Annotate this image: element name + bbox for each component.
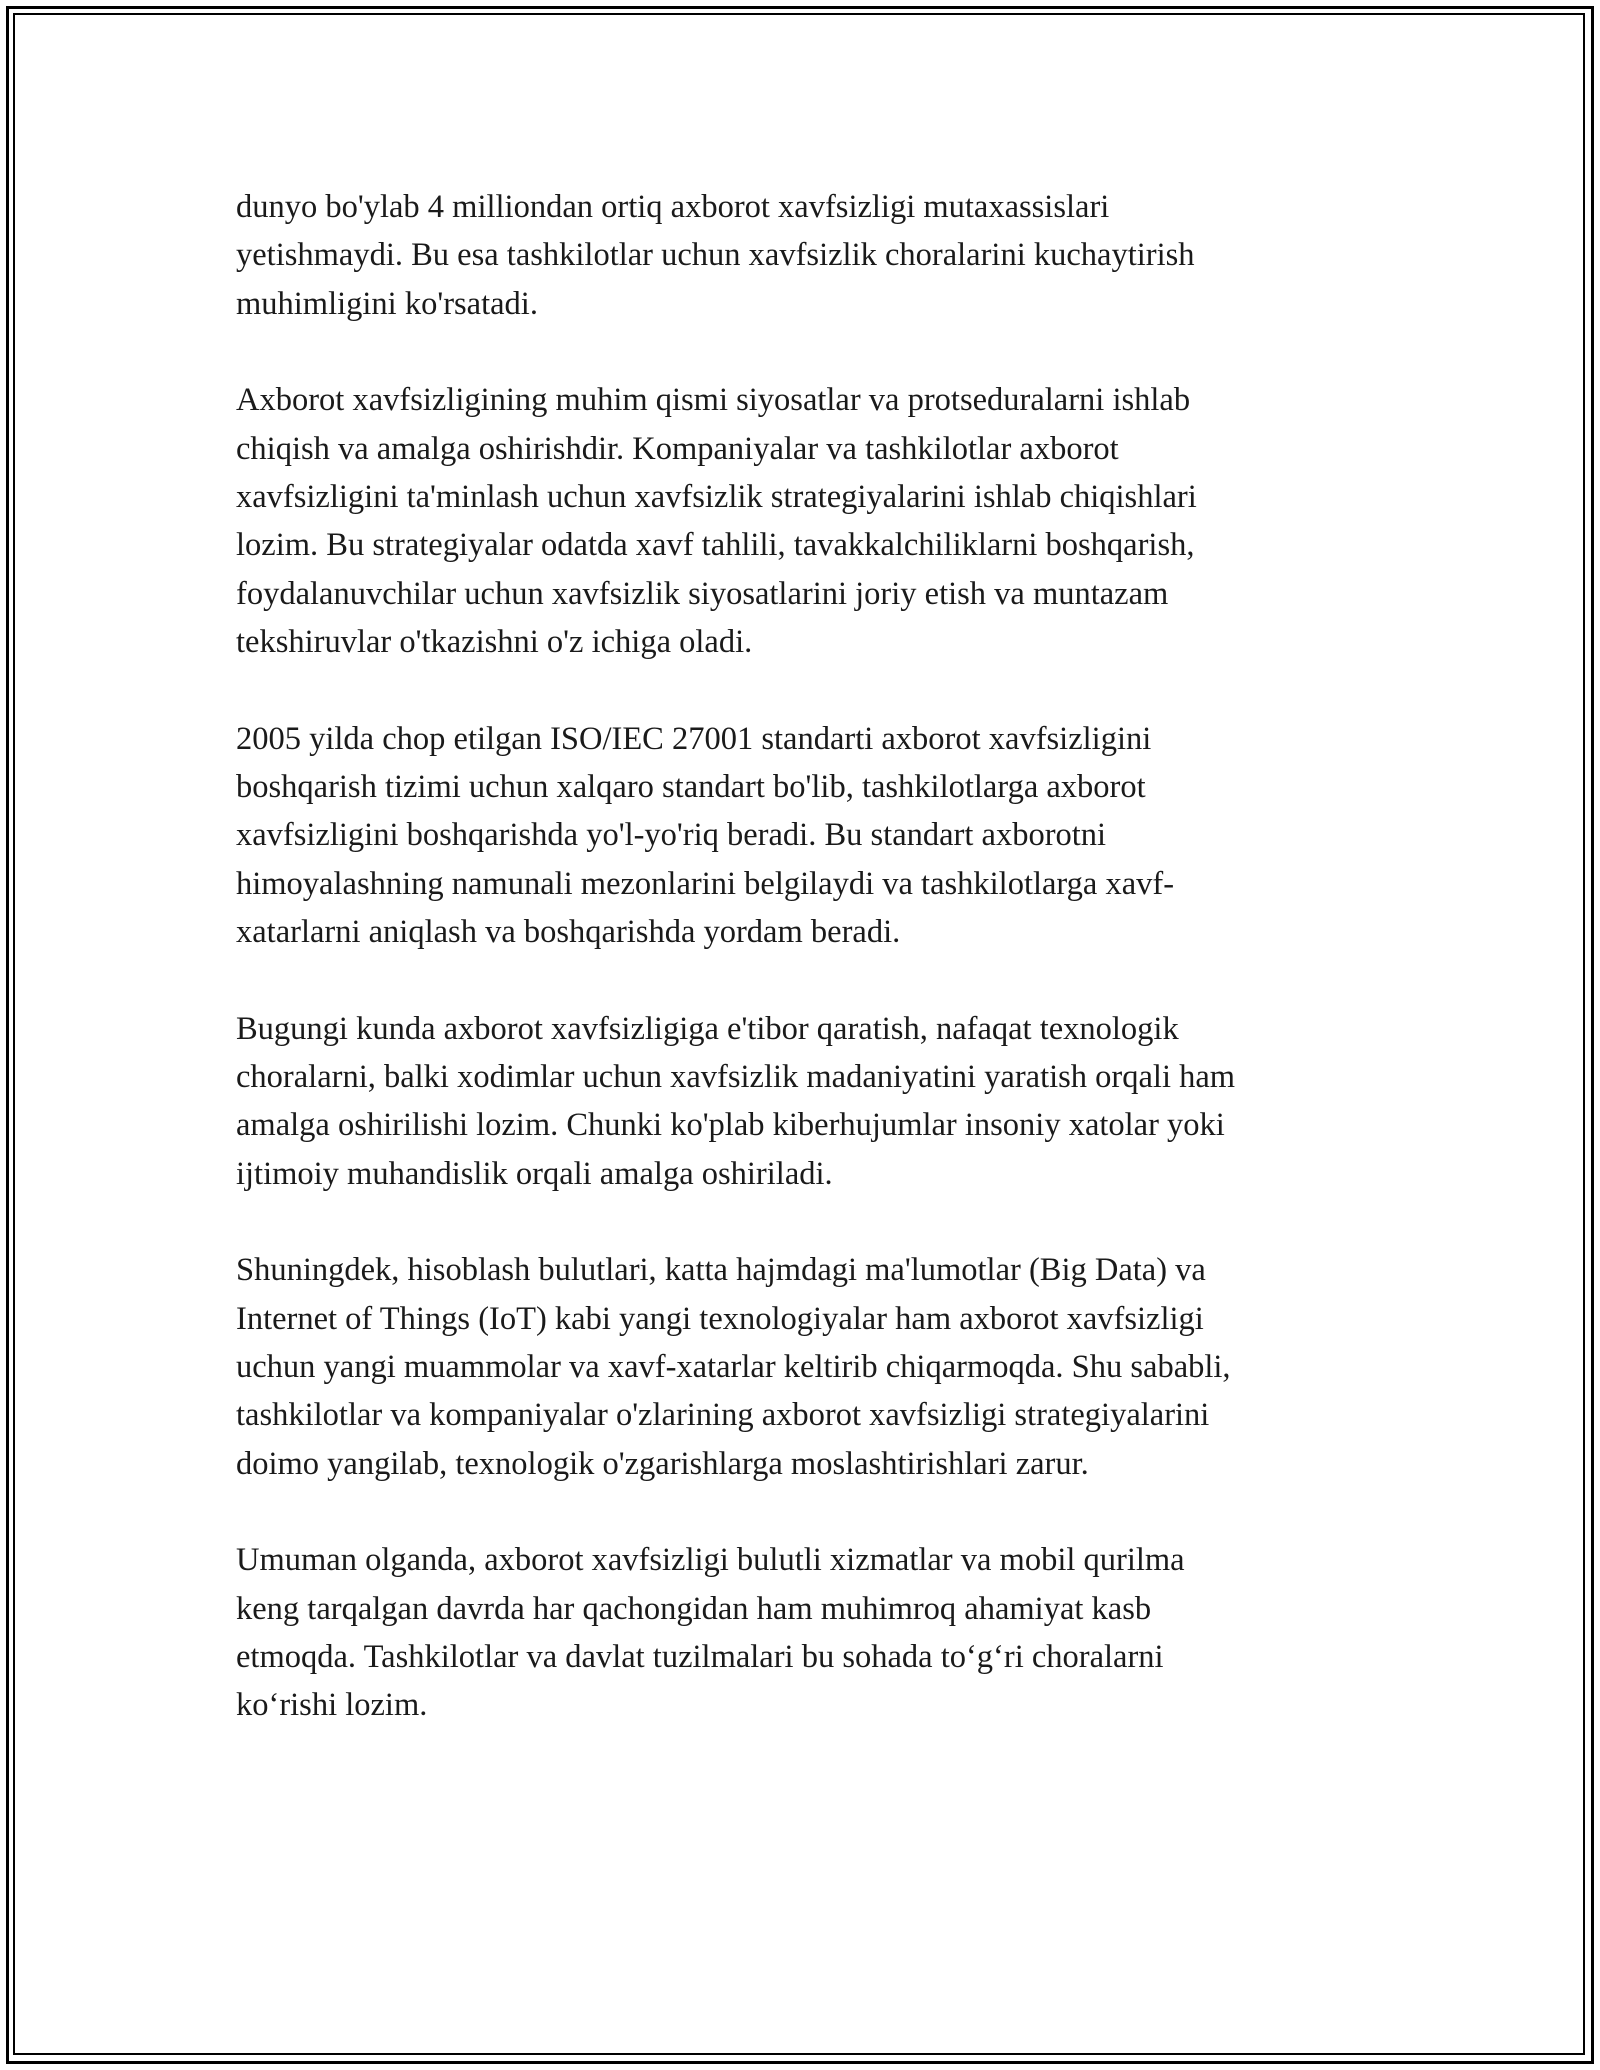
paragraph-6: Umuman olganda, axborot xavfsizligi bulutli xizmatlar va mobil qurilma keng tarqalgan davrda har qachongidan ham muhimroq ahamiyat kasb etmoqda. Tashkilotlar va davlat tuzilmalari bu sohada to‘g‘ri choralarni ko‘rishi lozim. [236,1542,1185,1724]
document-body [236,183,1376,1778]
paragraph-5: Shuningdek, hisoblash bulutlari, katta hajmdagi ma'lumotlar (Big Data) va Internet of Things (IoT) kabi yangi texnologiyalar ham axborot xavfsizligi uchun yangi muammolar va xavf-xatarlar keltirib chiqarmoqda. Shu sababli, tashkilotlar va kompaniyalar o'zlarining axborot xavfsizligi strategiyalarini doimo yangilab, texnologik o'zgarishlarga moslashtirishlari zarur. [236,1252,1231,1482]
paragraph-1: dunyo bo'ylab 4 milliondan ortiq axborot xavfsizligi mutaxassislari yetishmaydi. Bu esa tashkilotlar uchun xavfsizlik choralarini kuchaytirish muhimligini ko'rsatadi. [236,189,1195,322]
paragraph-3: 2005 yilda chop etilgan ISO/IEC 27001 standarti axborot xavfsizligini boshqarish tizimi uchun xalqaro standart bo'lib, tashkilotlarga axborot xavfsizligini boshqarishda yo'l-yo'riq beradi. Bu standart axborotni himoyalashning namunali mezonlarini belgilaydi va tashkilotlarga xavf- xatarlarni aniqlash va boshqarishda yordam beradi. [236,720,1175,950]
paragraph-4: Bugungi kunda axborot xavfsizligiga e'tibor qaratish, nafaqat texnologik choralarni, balki xodimlar uchun xavfsizlik madaniyatini yaratish orqali ham amalga oshirilishi lozim. Chunki ko'plab kiberhujumlar insoniy xatolar yoki ijtimoiy muhandislik orqali amalga oshiriladi. [236,1010,1236,1192]
paragraph-2: Axborot xavfsizligining muhim qismi siyosatlar va protseduralarni ishlab chiqish va amalga oshirishdir. Kompaniyalar va tashkilotlar axborot xavfsizligini ta'minlash uchun xavfsizlik strategiyalarini ishlab chiqishlari lozim. Bu strategiyalar odatda xavf tahlili, tavakkalchiliklarni boshqarish, foydalanuvchilar uchun xavfsizlik siyosatlarini joriy etish va muntazam tekshiruvlar o'tkazishni o'z ichiga oladi. [236,382,1197,660]
